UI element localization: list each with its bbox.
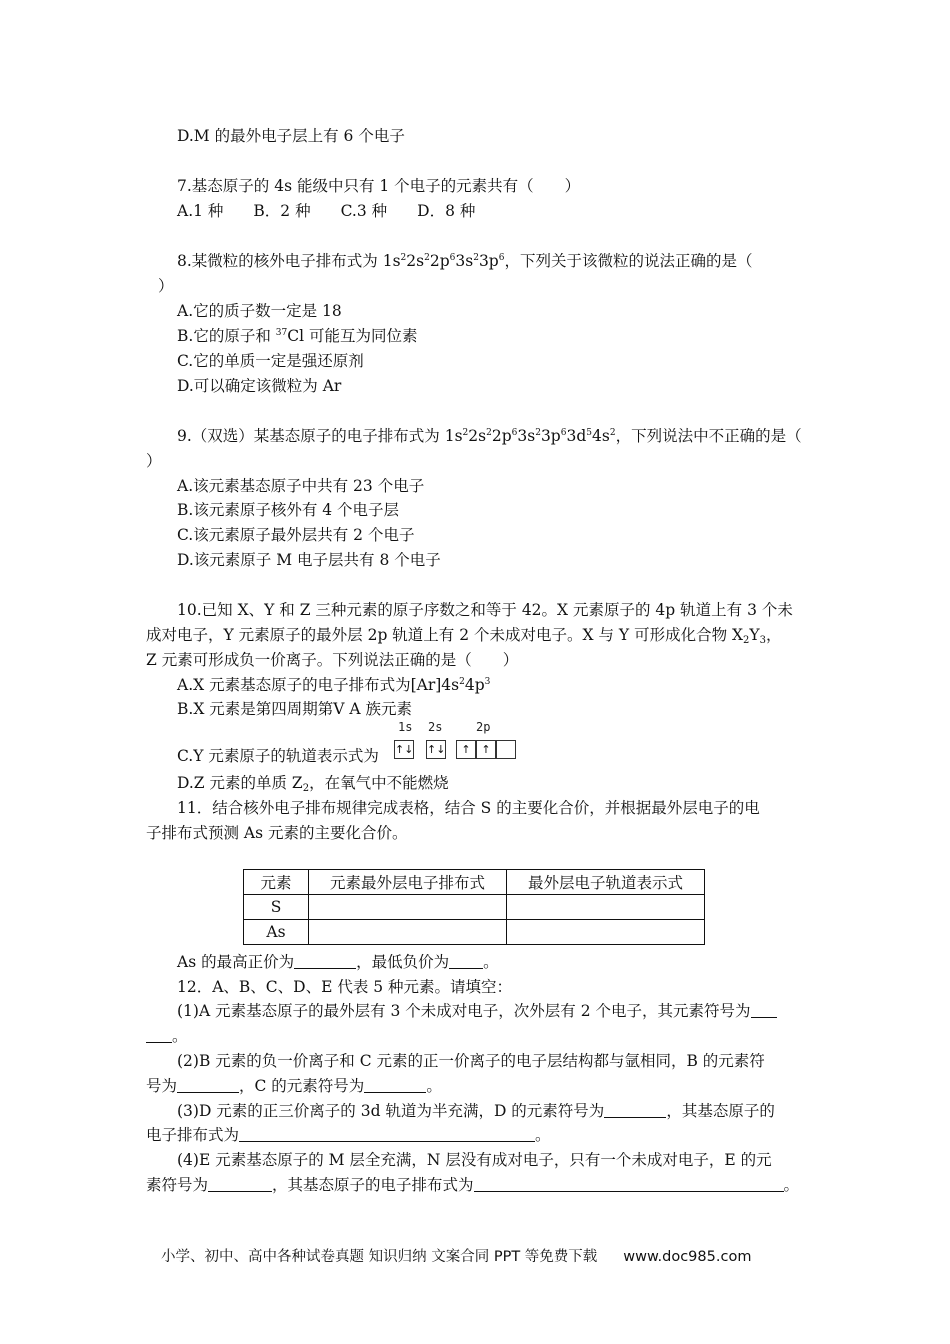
answer-blank[interactable] (751, 1002, 777, 1018)
q12-part4-line2: 素符号为 ，其基态原子的电子排布式为 。 (146, 1176, 800, 1194)
q10-stem-line2: 成对电子，Y 元素原子的最外层 2p 轨道上有 2 个未成对电子。X 与 Y 可形成化合物 $X_2Y_3$， (146, 626, 782, 646)
q9-option-a: A.该元素基态原子中共有 23 个电子 (177, 477, 425, 495)
q9-stem: 9.（双选）某基态原子的电子排布式为 $1s^22s^22p^63s^23p^63d^54s^2$，下列说法中不正确的是（ (177, 427, 802, 445)
table-row (244, 895, 705, 920)
q8-stem-close: ） (158, 277, 174, 295)
answer-blank[interactable] (208, 1176, 272, 1192)
q12-part3-line1: (3)D 元素的正三价离子的 3d 轨道为半充满，D 的元素符号为 ，其基态原子的 (177, 1102, 775, 1120)
footer-text: 小学、初中、高中各种试卷真题 知识归纳 文案合同 PPT 等免费下载 (161, 1249, 598, 1265)
q7-option-c: C.3 种 (340, 202, 388, 220)
q8-option-b: B.它的原子和 $^{37}$Cl 可能互为同位素 (177, 327, 418, 345)
answer-blank[interactable] (146, 1027, 172, 1043)
answer-blank[interactable] (364, 1077, 426, 1093)
q12-part2-line2: 号为 ，C 的元素符号为 。 (146, 1077, 442, 1095)
orbital-label-2p: 2p (476, 720, 491, 734)
footer (161, 1245, 751, 1266)
table-header-row (244, 870, 705, 895)
table-header-cell: 元素最外层电子排布式 (309, 870, 507, 895)
q9-option-c: C.该元素原子最外层共有 2 个电子 (177, 526, 415, 544)
table-cell-blank (507, 920, 705, 945)
q12-part2-line1: (2)B 元素的负一价离子和 C 元素的正一价离子的电子层结构都与氩相同，B 的元素符 (177, 1052, 765, 1070)
table-header-cell: 元素 (244, 870, 309, 895)
answer-blank[interactable] (239, 1126, 535, 1142)
q10-stem-line1: 10.已知 X、Y 和 Z 三种元素的原子序数之和等于 42。X 元素原子的 4p 轨道上有 3 个未 (177, 601, 793, 619)
table-cell-blank (309, 895, 507, 920)
orbital-box-2p-1: ↑ (456, 740, 476, 759)
q12-part1-cont: 。 (146, 1026, 188, 1046)
table-row (244, 920, 705, 945)
q7-stem: 7.基态原子的 4s 能级中只有 1 个电子的元素共有（ ） (177, 177, 581, 195)
q8-option-d: D.可以确定该微粒为 Ar (177, 377, 342, 395)
q11-valence-line: As 的最高正价为 ，最低负价为 。 (177, 953, 499, 971)
orbital-box-2p-3 (496, 740, 516, 759)
table-cell-blank (309, 920, 507, 945)
q10-option-d: D.Z 元素的单质 $Z_2$，在氧气中不能燃烧 (177, 774, 449, 794)
q7-option-b: B．2 种 (253, 202, 311, 220)
orbital-box-1s: ↑↓ (394, 740, 414, 759)
q10-stem-line3: Z 元素可形成负一价离子。下列说法正确的是（ ） (146, 651, 519, 669)
answer-blank[interactable] (177, 1077, 239, 1093)
q10-option-b: B.X 元素是第四周期第Ⅴ A 族元素 (177, 700, 413, 718)
q9-option-b: B.该元素原子核外有 4 个电子层 (177, 501, 400, 519)
orbital-box-2s: ↑↓ (426, 740, 446, 759)
q7-options (177, 201, 475, 221)
table-cell-element: S (244, 895, 309, 920)
table-header-cell: 最外层电子轨道表示式 (507, 870, 705, 895)
q6-option-d: D.M 的最外电子层上有 6 个电子 (177, 127, 405, 145)
footer-url[interactable]: www.doc985.com (623, 1249, 752, 1265)
answer-blank[interactable] (294, 953, 356, 969)
answer-blank[interactable] (449, 953, 483, 969)
q10-option-a: A.X 元素基态原子的电子排布式为$[Ar]4s^24p^3$ (177, 676, 491, 694)
q7-option-a: A.1 种 (177, 202, 224, 220)
orbital-label-1s: 1s (398, 720, 413, 734)
q12-part3-line2: 电子排布式为 。 (146, 1126, 551, 1144)
q8-option-a: A.它的质子数一定是 18 (177, 302, 342, 320)
table-cell-blank (507, 895, 705, 920)
q12-stem: 12．A、B、C、D、E 代表 5 种元素。请填空： (177, 978, 513, 996)
q10-option-c: C.Y 元素原子的轨道表示式为 (177, 747, 379, 765)
q11-stem-line2: 子排布式预测 As 元素的主要化合价。 (146, 824, 408, 842)
q7-option-d: D．8 种 (417, 202, 476, 220)
orbital-label-2s: 2s (428, 720, 443, 734)
q8-option-c: C.它的单质一定是强还原剂 (177, 352, 364, 370)
electron-config-table (243, 869, 705, 945)
table-cell-element: As (244, 920, 309, 945)
q12-part1: (1)A 元素基态原子的最外层有 3 个未成对电子，次外层有 2 个电子，其元素符号为 (177, 1001, 777, 1021)
q8-stem: 8.某微粒的核外电子排布式为 $1s^22s^22p^63s^23p^6$，下列关于该微粒的说法正确的是（ (177, 252, 753, 270)
orbital-box-2p-2: ↑ (476, 740, 496, 759)
answer-blank[interactable] (604, 1102, 666, 1118)
q9-option-d: D.该元素原子 M 电子层共有 8 个电子 (177, 551, 441, 569)
q12-part4-line1: (4)E 元素基态原子的 M 层全充满，N 层没有成对电子，只有一个未成对电子，E 的元 (177, 1151, 772, 1169)
q9-stem-close: ） (146, 452, 162, 470)
answer-blank[interactable] (474, 1176, 784, 1192)
q11-stem-line1: 11．结合核外电子排布规律完成表格，结合 S 的主要化合价，并根据最外层电子的电 (177, 799, 760, 817)
